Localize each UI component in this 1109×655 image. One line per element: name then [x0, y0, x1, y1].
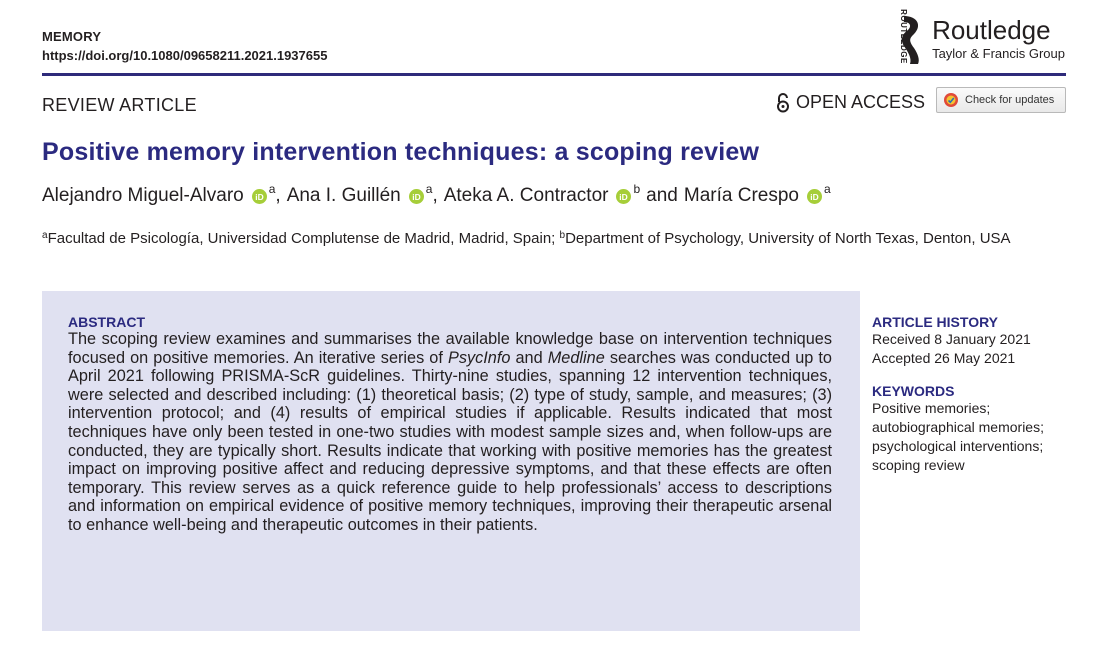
- svg-text:iD: iD: [255, 191, 264, 202]
- author-name[interactable]: Alejandro Miguel-Alvaro: [42, 185, 244, 206]
- author-2: [286, 182, 433, 207]
- author-4: [683, 182, 831, 207]
- keywords-heading: KEYWORDS: [872, 383, 955, 399]
- author-separator: ,: [432, 185, 438, 206]
- journal-header: [42, 29, 327, 63]
- author-affiliation-mark: a: [425, 182, 433, 196]
- publisher-subtitle: Taylor & Francis Group: [932, 46, 1065, 61]
- svg-text:iD: iD: [810, 191, 819, 202]
- orcid-icon[interactable]: [807, 189, 822, 204]
- abstract-part-1: The scoping review examines and summarises the available knowledge base on intervention techniques focused on positive memories. An iterative series of: [68, 330, 832, 367]
- publisher-vertical-text: ROUTLEDGE: [898, 9, 908, 64]
- article-history-heading: ARTICLE HISTORY: [872, 314, 999, 330]
- routledge-mark: [890, 9, 924, 66]
- open-lock-icon: [776, 93, 790, 113]
- abstract-part-3: searches was conducted up to April 2021 following PRISMA-ScR guidelines. Thirty-nine studies, spanning 12 intervention techniques, were selected and described including: (1) theoretical basis; (2) type of study, sample, and measures; (3) intervention protocol; and (4) results of empirical studies if applicable. Results indicated that most techniques have only been tested in one-two studies with modest sample sizes and, when follow-ups are conducted, they are typically short. Results indicate that working with positive memories has the greatest impact on improving positive affect and reducing depressive symptoms, and that these effects are often temporary. This review serves as a quick reference guide to help professionals’ access to descriptions and information on empirical evidence of positive memory techniques, improving their therapeutic arsenal to enhance well-being and therapeutic outcomes in their patients.: [68, 348, 832, 534]
- author-name[interactable]: María Crespo: [683, 185, 799, 206]
- orcid-icon[interactable]: [409, 189, 424, 204]
- author-name[interactable]: Ana I. Guillén: [286, 185, 401, 206]
- svg-text:iD: iD: [412, 191, 421, 202]
- keyword-item: autobiographical memories;: [872, 419, 1044, 435]
- affiliation-b: Department of Psychology, University of North Texas, Denton, USA: [565, 230, 1011, 247]
- author-name[interactable]: Ateka A. Contractor: [443, 185, 609, 206]
- received-date: Received 8 January 2021: [872, 331, 1031, 347]
- affiliation-mark-a: a: [42, 230, 48, 241]
- accepted-date: Accepted 26 May 2021: [872, 350, 1016, 366]
- check-updates-icon: [943, 92, 959, 108]
- author-affiliation-mark: a: [268, 182, 276, 196]
- svg-text:iD: iD: [619, 191, 629, 202]
- open-access-label: OPEN ACCESS: [796, 92, 926, 112]
- keyword-item: psychological interventions;: [872, 438, 1044, 454]
- open-access-badge: [776, 92, 925, 113]
- affiliations: [42, 228, 1082, 252]
- orcid-icon[interactable]: [252, 189, 267, 204]
- header-rule: [42, 73, 1066, 76]
- author-conjunction: and: [646, 185, 678, 206]
- affiliation-mark-b: b: [559, 230, 566, 241]
- doi-link[interactable]: https://doi.org/10.1080/09658211.2021.1937655: [42, 48, 328, 63]
- abstract-database-2: Medline: [547, 348, 605, 367]
- keyword-item: Positive memories;: [872, 400, 991, 416]
- keyword-item: scoping review: [872, 457, 965, 473]
- orcid-icon[interactable]: [616, 189, 631, 204]
- author-3: [443, 182, 641, 207]
- article-type: REVIEW ARTICLE: [42, 95, 197, 115]
- article-title: Positive memory intervention techniques: a scoping review: [42, 138, 760, 166]
- publisher-logo: [890, 9, 1065, 66]
- publisher-name: Routledge: [932, 15, 1051, 45]
- abstract-heading: ABSTRACT: [68, 314, 145, 330]
- article-sidebar: [872, 314, 1082, 475]
- author-list: [42, 182, 831, 207]
- abstract-body: [68, 330, 832, 535]
- author-1: [42, 182, 276, 207]
- check-for-updates-button[interactable]: [936, 87, 1066, 113]
- author-separator: ,: [275, 185, 281, 206]
- abstract-panel: [42, 291, 860, 631]
- author-affiliation-mark: b: [633, 182, 641, 196]
- author-affiliation-mark: a: [823, 182, 831, 196]
- check-updates-label: Check for updates: [965, 94, 1055, 106]
- journal-name: MEMORY: [42, 29, 102, 44]
- abstract-part-2: and: [510, 348, 548, 367]
- affiliation-a: Facultad de Psicología, Universidad Complutense de Madrid, Madrid, Spain;: [47, 230, 560, 247]
- abstract-database-1: PsycInfo: [447, 348, 511, 367]
